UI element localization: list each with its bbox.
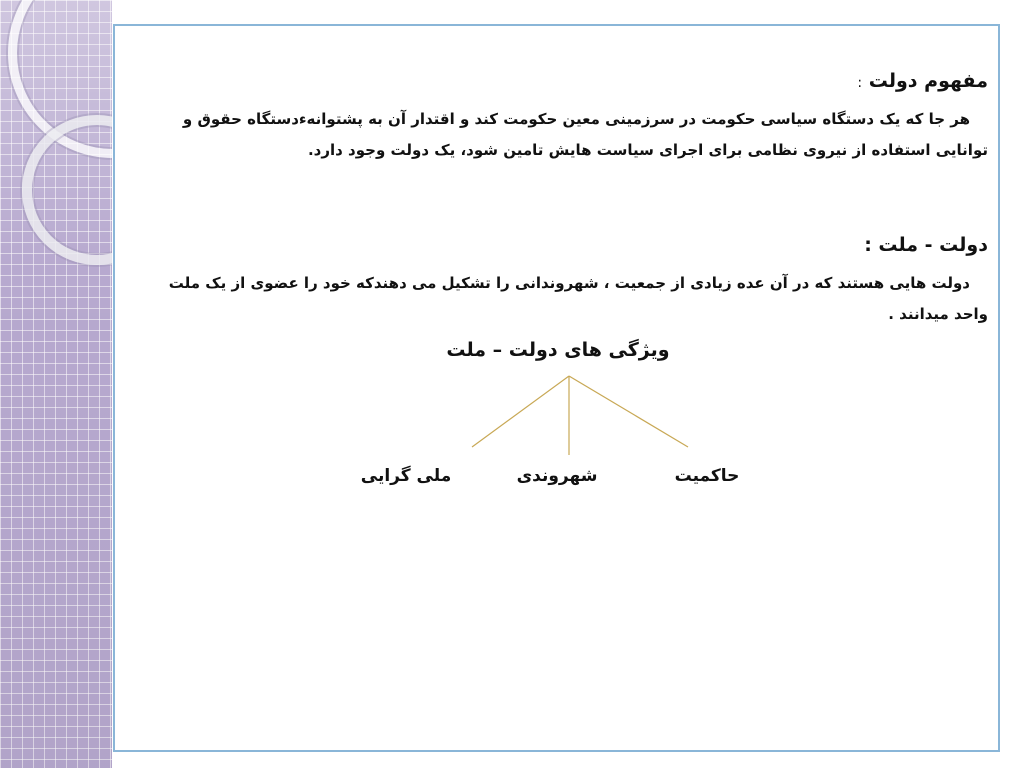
diagram-title: ویژگی های دولت – ملت <box>446 339 670 361</box>
paragraph-state-definition: هر جا که یک دستگاه سیاسی حکومت در سرزمینی معین حکومت کند و اقتدار آن به پشتوانه‌ءدستگاه حقوق و توانایی استفاده از نیروی نظامی برای اجرای سیاست هایش تامین شود، یک دولت وجود دارد. <box>182 110 988 159</box>
diagram-node-sovereignty: حاکمیت <box>674 466 740 486</box>
diagram-node-citizenship: شهروندی <box>516 466 598 486</box>
heading-colon: : <box>857 75 863 91</box>
diagram-node-nationalism: ملی گرایی <box>360 466 452 486</box>
connector-line-nationalism <box>472 376 569 447</box>
connector-line-sovereignty <box>569 376 688 447</box>
paragraph-nation-state-definition: دولت هایی هستند که در آن عده زیادی از جمعیت ، شهروندانی را تشکیل می دهندکه خود را عضوی از یک ملت واحد میدانند . <box>168 274 988 323</box>
heading-state-concept-text: مفهوم دولت <box>868 70 988 92</box>
heading-nation-state: دولت - ملت : <box>864 234 988 256</box>
